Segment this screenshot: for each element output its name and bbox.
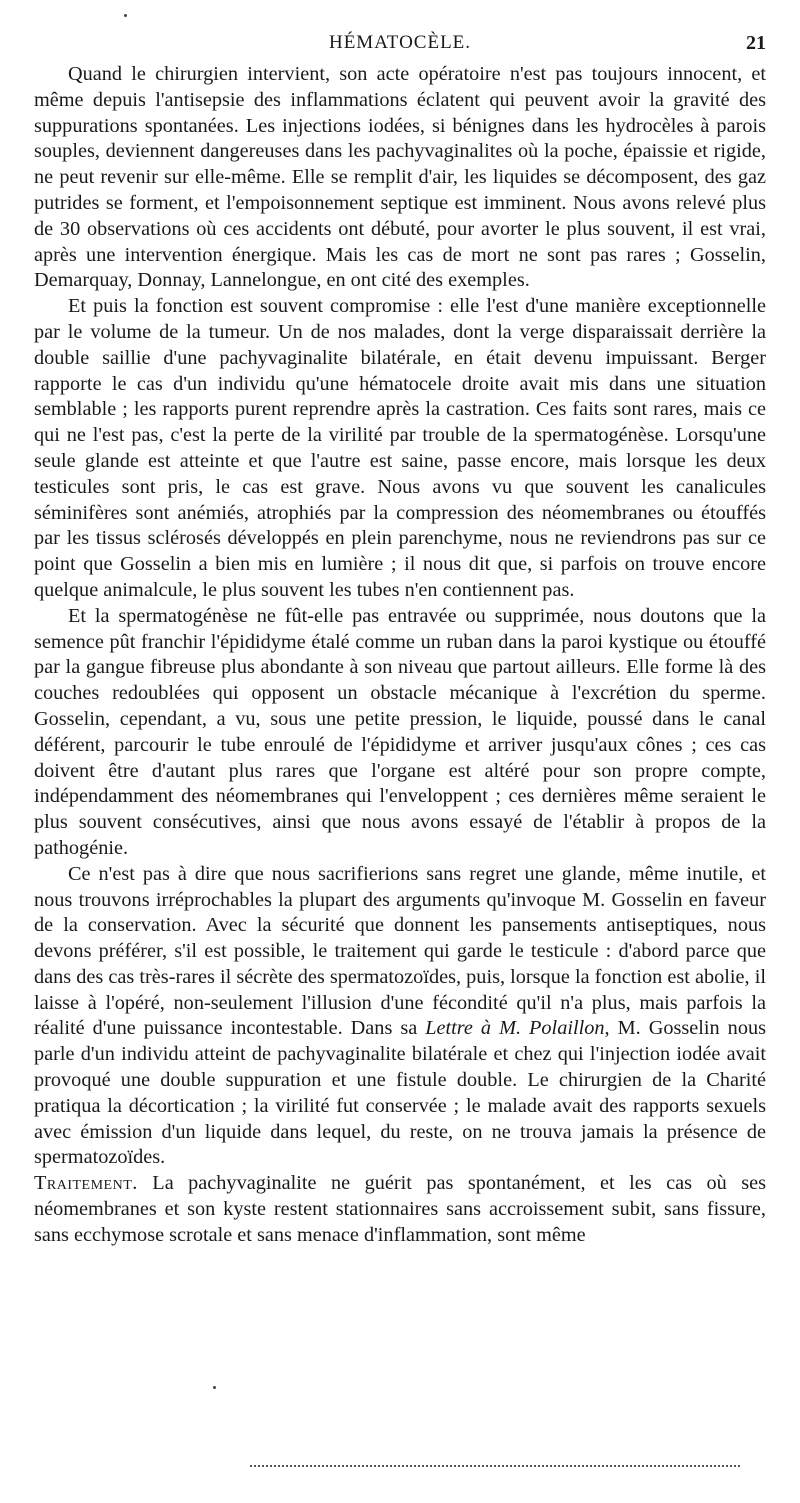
paragraph-3: Et la spermatogénèse ne fût-elle pas entravée ou supprimée, nous doutons que la semence pût franchir l'épididyme étalé comme un ruban dans la paroi kystique ou étouffé par la gangue fibreuse plus abondante à son niveau que partout ailleurs. Elle forme là des couches redoublées qui opposent un obstacle mécanique à l'excrétion du sperme. Gosselin, cependant, a vu, sous une petite pression, le liquide, poussé dans le canal déférent, parcourir le tube enroulé de l'épididyme et arriver jusqu'aux cônes ; ces cas doivent être d'autant plus rares que l'organe est altéré pour son propre compte, indépendamment des néomembranes qui l'enveloppent ; ces dernières même seraient le plus souvent consécutives, ainsi que nous avons essayé de l'établir à propos de la pathogénie. xyxy=(34,604,766,859)
running-title: HÉMATOCÈLE. xyxy=(328,32,472,53)
paragraph-traitement xyxy=(34,1171,766,1248)
print-speck xyxy=(213,1386,216,1389)
cited-work-title: Lettre à M. Polaillon xyxy=(425,1017,605,1040)
footer-rule xyxy=(250,1465,740,1467)
paragraph-4-end: , M. Gosselin nous parle d'un individu atteint de pachyvaginalite bilatérale et chez qui l'injection iodée avait provoqué une double suppuration et une fistule double. Le chirurgien de la Charité pratiqua la décortication ; la virilité fut conservée ; le malade avait des rapports sexuels avec émission d'un liquide dans lequel, du reste, on ne trouva jamais la présence de spermatozoïdes. xyxy=(34,1017,767,1169)
traitement-text: La pachyvaginalite ne guérit pas spontanément, et les cas où ses néomembranes et son kyste restent stationnaires sans accroissement subit, sans fissure, sans ecchymose scrotale et sans menace d'inflammation, sont même xyxy=(34,1172,766,1246)
paragraph-2: Et puis la fonction est souvent compromise : elle l'est d'une manière exceptionnelle par le volume de la tumeur. Un de nos malades, dont la verge disparaissait derrière la double saillie d'une pachyvaginalite bilatérale, en était devenu impuissant. Berger rapporte le cas d'un individu qu'une hématocele droite avait mis dans une situation semblable ; les rapports purent reprendre après la castration. Ces faits sont rares, mais ce qui ne l'est pas, c'est la perte de la virilité par trouble de la spermatogénèse. Lorsqu'une seule glande est atteinte et que l'autre est saine, passe encore, mais lorsque les deux testicules sont pris, le cas est grave. Nous avons vu que souvent les canalicules séminifères sont anémiés, atrophiés par la compression des néomembranes ou étouffés par les tissus sclérosés développés en plein parenchyme, nous ne reviendrons pas sur ce point que Gosselin a bien mis en lumière ; il nous dit que, si parfois on trouve encore quelque animalcule, le plus souvent les tubes n'en contiennent pas. xyxy=(34,295,766,601)
print-speck xyxy=(124,14,127,17)
section-heading-traitement: Traitement. xyxy=(34,1172,138,1195)
paragraph-1: Quand le chirurgien intervient, son acte opératoire n'est pas toujours innocent, et même depuis l'antisepsie des inflammations éclatent qui peuvent avoir la gravité des suppurations spontanées. Les injections iodées, si bénignes dans les hydrocèles à parois souples, deviennent dangereuses dans les pachyvaginalites où la poche, épaissie et rigide, ne peut revenir sur elle-même. Elle se remplit d'air, les liquides se décomposent, des gaz putrides se forment, et l'empoisonnement septique est imminent. Nous avons relevé plus de 30 observations où ces accidents ont débuté, pour avorter le plus souvent, il est vrai, après une intervention énergique. Mais les cas de mort ne sont pas rares ; Gosselin, Demarquay, Donnay, Lannelongue, en ont cité des exemples. xyxy=(34,63,766,292)
paragraph-4 xyxy=(34,862,766,1172)
paragraph-4-start: Ce n'est pas à dire que nous sacrifierions sans regret une glande, même inutile, et nous trouvons irréprochables la plupart des arguments qu'invoque M. Gosselin en faveur de la conservation. Avec la sécurité que donnent les pansements antiseptiques, nous devons préférer, s'il est possible, le traitement qui garde le testicule : d'abord parce que dans des cas très-rares il sécrète des spermatozoïdes, puis, lorsque la fonction est abolie, il laisse à l'opéré, non-seulement l'illusion d'une fécondité qu'il n'a plus, mais parfois la réalité d'une puissance incontestable. Dans sa xyxy=(34,862,766,1040)
body-text xyxy=(34,62,766,1249)
page-number: 21 xyxy=(746,32,766,54)
running-head xyxy=(34,32,766,56)
